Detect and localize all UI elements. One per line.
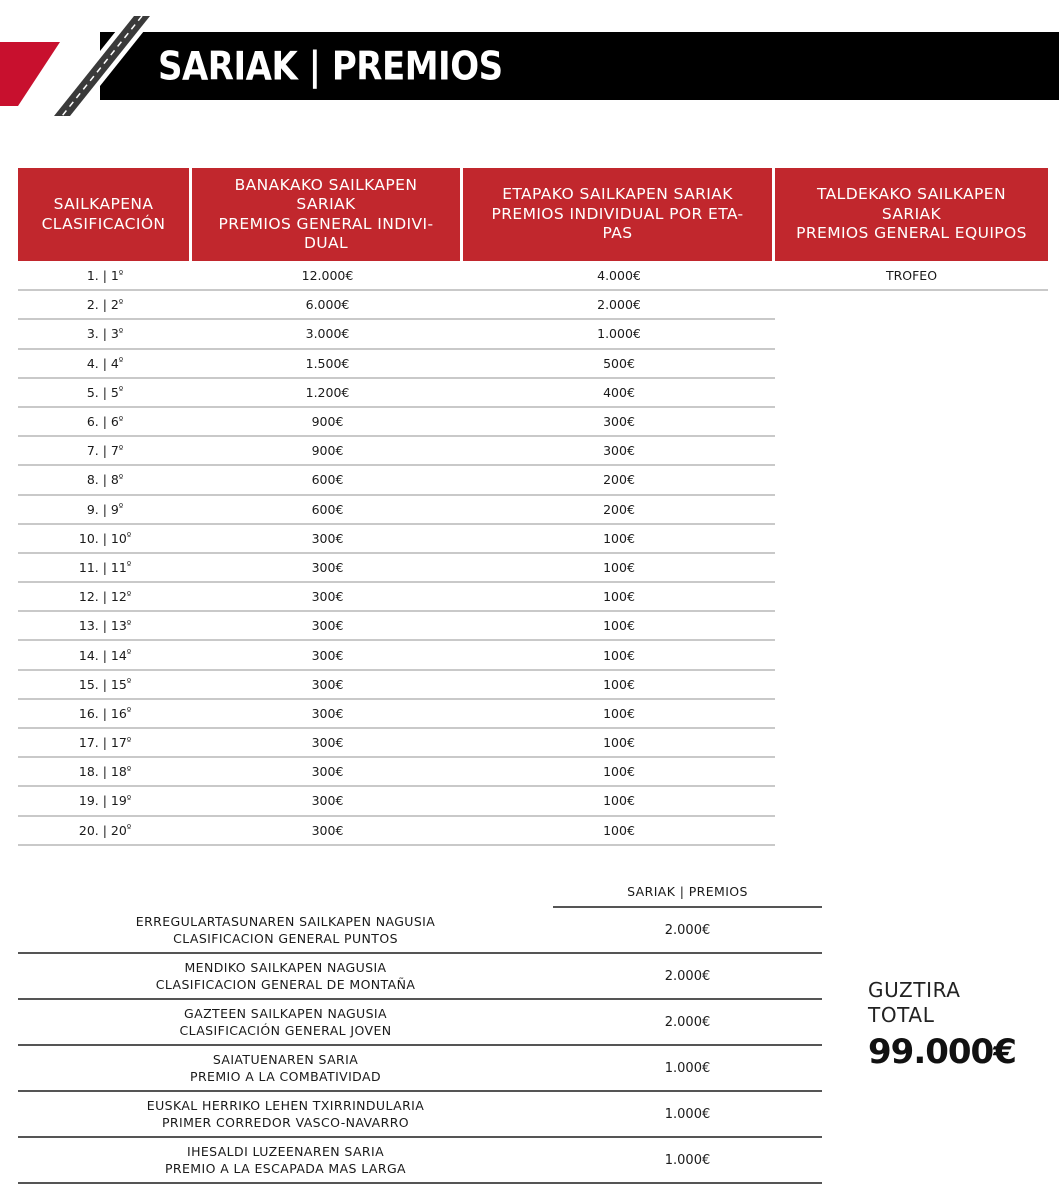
ordinal-mark: º xyxy=(126,649,132,660)
ordinal-mark: º xyxy=(118,269,124,280)
stage-prize-cell: 100€ xyxy=(463,787,775,816)
general-prize-cell: 300€ xyxy=(192,641,463,670)
ordinal-mark: º xyxy=(126,619,132,630)
ordinal-mark: º xyxy=(118,473,124,484)
special-prizes-body xyxy=(18,908,822,1184)
stage-prize-cell: 100€ xyxy=(463,817,775,846)
special-prizes-header xyxy=(18,878,822,908)
ordinal-mark: º xyxy=(126,824,132,835)
table-row xyxy=(18,671,1048,700)
general-prize-cell: 300€ xyxy=(192,787,463,816)
team-prize-cell: TROFEO xyxy=(775,262,1048,291)
ordinal-mark: º xyxy=(118,298,124,309)
team-prize-cell xyxy=(775,408,1048,437)
table-row xyxy=(18,641,1048,670)
stage-prize-cell: 500€ xyxy=(463,350,775,379)
special-prize-name-eu: ERREGULARTASUNAREN SAILKAPEN NAGUSIA xyxy=(135,914,436,929)
general-prize-cell: 1.200€ xyxy=(192,379,463,408)
general-prize-cell: 300€ xyxy=(192,729,463,758)
special-prize-name xyxy=(18,1092,553,1136)
team-prize-cell xyxy=(775,291,1048,320)
position-cell: 5. | 5 º xyxy=(18,379,192,408)
position-cell: 11. | 11 º xyxy=(18,554,192,583)
position-cell: 1. | 1 º xyxy=(18,262,192,291)
special-prize-name-eu: GAZTEEN SAILKAPEN NAGUSIA xyxy=(184,1006,387,1021)
banner-stripes-decoration xyxy=(28,16,168,116)
table-row xyxy=(18,320,1048,349)
position-cell: 15. | 15 º xyxy=(18,671,192,700)
special-prize-name-es: PREMIO A LA COMBATIVIDAD xyxy=(190,1069,381,1084)
ordinal-mark: º xyxy=(126,765,132,776)
ordinal-mark: º xyxy=(126,794,132,805)
table-row xyxy=(18,787,1048,816)
ordinal-mark: º xyxy=(118,357,124,368)
stage-prize-cell: 100€ xyxy=(463,612,775,641)
special-prize-name xyxy=(18,1046,553,1090)
general-prize-cell: 300€ xyxy=(192,583,463,612)
list-item xyxy=(18,1138,822,1184)
special-prizes-header-label: SARIAK | PREMIOS xyxy=(553,878,822,908)
table-row xyxy=(18,350,1048,379)
general-prize-cell: 3.000€ xyxy=(192,320,463,349)
table-row xyxy=(18,729,1048,758)
general-prize-cell: 900€ xyxy=(192,408,463,437)
special-prize-name-es: PRIMER CORREDOR VASCO-NAVARRO xyxy=(161,1115,410,1130)
table-row xyxy=(18,612,1048,641)
special-prize-name-es: CLASIFICACION GENERAL PUNTOS xyxy=(173,931,398,946)
special-prize-value: 2.000€ xyxy=(664,968,711,984)
ordinal-mark: º xyxy=(126,736,132,747)
ordinal-mark: º xyxy=(126,532,132,543)
list-item xyxy=(18,1000,822,1046)
ordinal-mark: º xyxy=(126,678,132,689)
table-row xyxy=(18,496,1048,525)
position-cell: 14. | 14 º xyxy=(18,641,192,670)
prize-table xyxy=(18,168,1048,846)
special-prize-name xyxy=(18,908,553,952)
position-cell: 17. | 17 º xyxy=(18,729,192,758)
position-cell: 9. | 9 º xyxy=(18,496,192,525)
position-cell: 19. | 19 º xyxy=(18,787,192,816)
stage-prize-cell: 4.000€ xyxy=(463,262,775,291)
general-prize-cell: 300€ xyxy=(192,554,463,583)
special-prize-name-es: PREMIO A LA ESCAPADA MAS LARGA xyxy=(164,1161,406,1176)
stage-prize-cell: 100€ xyxy=(463,583,775,612)
position-cell: 8. | 8 º xyxy=(18,466,192,495)
special-prize-name xyxy=(18,954,553,998)
ordinal-mark: º xyxy=(126,590,132,601)
ordinal-mark: º xyxy=(126,707,132,718)
special-prize-value: 2.000€ xyxy=(664,1014,711,1030)
header-classification: SAILKAPENA CLASIFICACIÓN xyxy=(18,168,189,261)
team-prize-cell xyxy=(775,758,1048,787)
general-prize-cell: 300€ xyxy=(192,671,463,700)
prize-table-body xyxy=(18,262,1048,846)
special-prize-value: 2.000€ xyxy=(664,922,711,938)
total-amount: 99.000€ xyxy=(868,1032,1016,1072)
team-prize-cell xyxy=(775,700,1048,729)
team-prize-cell xyxy=(775,350,1048,379)
position-cell: 4. | 4 º xyxy=(18,350,192,379)
header-stage-individual: ETAPAKO SAILKAPEN SARIAK PREMIOS INDIVIDUAL POR ETA- PAS xyxy=(463,168,772,261)
position-cell: 18. | 18 º xyxy=(18,758,192,787)
stage-prize-cell: 1.000€ xyxy=(463,320,775,349)
stage-prize-cell: 100€ xyxy=(463,700,775,729)
general-prize-cell: 900€ xyxy=(192,437,463,466)
team-prize-cell xyxy=(775,583,1048,612)
team-prize-cell xyxy=(775,787,1048,816)
table-row xyxy=(18,583,1048,612)
header-general-teams: TALDEKAKO SAILKAPEN SARIAK PREMIOS GENERAL EQUIPOS xyxy=(775,168,1048,261)
table-row xyxy=(18,700,1048,729)
table-row xyxy=(18,291,1048,320)
ordinal-mark: º xyxy=(118,415,124,426)
table-row xyxy=(18,437,1048,466)
list-item xyxy=(18,954,822,1000)
special-prize-value: 1.000€ xyxy=(664,1060,711,1076)
table-row xyxy=(18,408,1048,437)
header-banner xyxy=(0,0,1059,120)
table-row xyxy=(18,817,1048,846)
position-cell: 6. | 6 º xyxy=(18,408,192,437)
team-prize-cell xyxy=(775,554,1048,583)
stage-prize-cell: 100€ xyxy=(463,525,775,554)
special-prize-name xyxy=(18,1000,553,1044)
table-row xyxy=(18,554,1048,583)
team-prize-cell xyxy=(775,729,1048,758)
team-prize-cell xyxy=(775,496,1048,525)
general-prize-cell: 600€ xyxy=(192,466,463,495)
ordinal-mark: º xyxy=(126,561,132,572)
list-item xyxy=(18,1046,822,1092)
special-prize-name xyxy=(18,1138,553,1182)
special-prize-name-es: CLASIFICACION GENERAL DE MONTAÑA xyxy=(155,977,416,992)
page-title: SARIAK | PREMIOS xyxy=(158,44,503,90)
stage-prize-cell: 400€ xyxy=(463,379,775,408)
stage-prize-cell: 100€ xyxy=(463,554,775,583)
general-prize-cell: 6.000€ xyxy=(192,291,463,320)
special-prize-name-es: CLASIFICACIÓN GENERAL JOVEN xyxy=(179,1023,392,1038)
general-prize-cell: 300€ xyxy=(192,525,463,554)
stage-prize-cell: 100€ xyxy=(463,758,775,787)
ordinal-mark: º xyxy=(118,444,124,455)
general-prize-cell: 300€ xyxy=(192,758,463,787)
stage-prize-cell: 2.000€ xyxy=(463,291,775,320)
team-prize-cell xyxy=(775,437,1048,466)
team-prize-cell xyxy=(775,671,1048,700)
ordinal-mark: º xyxy=(118,327,124,338)
stage-prize-cell: 300€ xyxy=(463,437,775,466)
special-prize-name-eu: MENDIKO SAILKAPEN NAGUSIA xyxy=(184,960,387,975)
table-row xyxy=(18,758,1048,787)
position-cell: 16. | 16 º xyxy=(18,700,192,729)
general-prize-cell: 600€ xyxy=(192,496,463,525)
special-prize-name-eu: SAIATUENAREN SARIA xyxy=(212,1052,359,1067)
special-prizes-table xyxy=(18,878,822,1184)
general-prize-cell: 1.500€ xyxy=(192,350,463,379)
general-prize-cell: 300€ xyxy=(192,612,463,641)
position-cell: 13. | 13 º xyxy=(18,612,192,641)
team-prize-cell xyxy=(775,817,1048,846)
position-cell: 3. | 3 º xyxy=(18,320,192,349)
team-prize-cell xyxy=(775,320,1048,349)
team-prize-cell xyxy=(775,612,1048,641)
stage-prize-cell: 100€ xyxy=(463,671,775,700)
stage-prize-cell: 100€ xyxy=(463,729,775,758)
special-prize-name-eu: IHESALDI LUZEENAREN SARIA xyxy=(186,1144,385,1159)
position-cell: 2. | 2 º xyxy=(18,291,192,320)
position-cell: 20. | 20 º xyxy=(18,817,192,846)
stage-prize-cell: 200€ xyxy=(463,466,775,495)
special-prize-value: 1.000€ xyxy=(664,1152,711,1168)
total-label-es: TOTAL xyxy=(868,1003,935,1027)
general-prize-cell: 300€ xyxy=(192,700,463,729)
team-prize-cell xyxy=(775,525,1048,554)
special-prize-name-eu: EUSKAL HERRIKO LEHEN TXIRRINDULARIA xyxy=(146,1098,425,1113)
position-cell: 12. | 12 º xyxy=(18,583,192,612)
total-label-eu: GUZTIRA xyxy=(868,978,961,1002)
total-block xyxy=(868,978,1016,1072)
table-row xyxy=(18,466,1048,495)
stage-prize-cell: 200€ xyxy=(463,496,775,525)
table-row xyxy=(18,379,1048,408)
table-row xyxy=(18,525,1048,554)
general-prize-cell: 12.000€ xyxy=(192,262,463,291)
header-general-individual: BANAKAKO SAILKAPEN SARIAK PREMIOS GENERAL INDIVI- DUAL xyxy=(192,168,460,261)
stage-prize-cell: 100€ xyxy=(463,641,775,670)
table-row xyxy=(18,262,1048,291)
general-prize-cell: 300€ xyxy=(192,817,463,846)
team-prize-cell xyxy=(775,379,1048,408)
list-item xyxy=(18,1092,822,1138)
ordinal-mark: º xyxy=(118,503,124,514)
team-prize-cell xyxy=(775,466,1048,495)
position-cell: 7. | 7 º xyxy=(18,437,192,466)
team-prize-cell xyxy=(775,641,1048,670)
position-cell: 10. | 10 º xyxy=(18,525,192,554)
list-item xyxy=(18,908,822,954)
prize-table-header xyxy=(18,168,1048,261)
special-prize-value: 1.000€ xyxy=(664,1106,711,1122)
stage-prize-cell: 300€ xyxy=(463,408,775,437)
ordinal-mark: º xyxy=(118,386,124,397)
